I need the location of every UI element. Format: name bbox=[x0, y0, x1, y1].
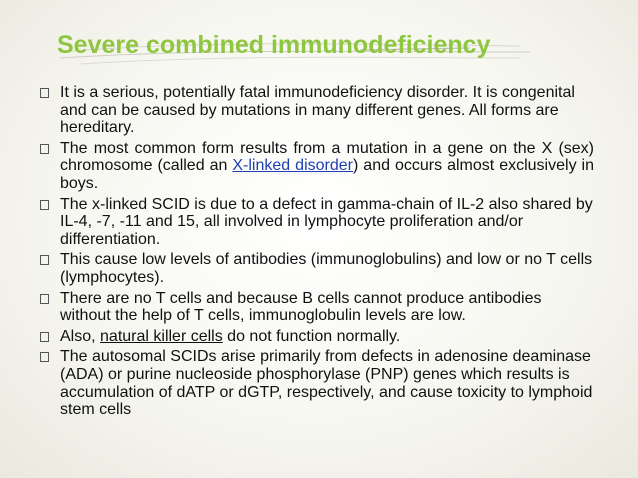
bullet-text: This cause low levels of antibodies (immunoglobulins) and low or no T cells (lymphocytes). bbox=[60, 251, 593, 286]
box-bullet-icon bbox=[38, 328, 60, 345]
x-linked-disorder-link[interactable]: X-linked disorder bbox=[232, 157, 353, 175]
box-bullet-icon bbox=[38, 140, 60, 157]
bullet-text: The autosomal SCIDs arise primarily from defects in adenosine deaminase (ADA) or purine nucleoside phosphorylase (PNP) genes which results is accumulation of dATP or dGTP, respectively, and cause toxicity to lymphoid stem cells bbox=[60, 348, 593, 419]
box-bullet-icon bbox=[38, 251, 60, 268]
bullet-list bbox=[38, 84, 594, 422]
bullet-text-after: do not function normally. bbox=[222, 327, 401, 345]
bullet-text-before: The most common form results from a mutation in a gene on the X (sex) chromosome (called an bbox=[60, 139, 594, 175]
box-bullet-icon bbox=[38, 84, 60, 101]
slide-title bbox=[57, 30, 490, 60]
bullet-text-after: ) and occurs almost exclusively in boys. bbox=[60, 157, 595, 192]
list-item bbox=[38, 251, 594, 286]
list-item bbox=[38, 140, 594, 193]
list-item bbox=[38, 196, 594, 249]
bullet-text bbox=[60, 140, 594, 193]
list-item bbox=[38, 290, 594, 325]
list-item bbox=[38, 84, 594, 137]
list-item bbox=[38, 328, 594, 346]
box-bullet-icon bbox=[38, 290, 60, 307]
natural-killer-cells-link[interactable]: natural killer cells bbox=[100, 327, 223, 345]
list-item bbox=[38, 348, 594, 418]
bullet-text bbox=[60, 328, 594, 346]
bullet-text: The x-linked SCID is due to a defect in gamma-chain of IL-2 also shared by IL-4, -7, -11 and 15, all involved in lymphocyte proliferation and/or differentiation. bbox=[60, 195, 593, 248]
bullet-text: It is a serious, potentially fatal immunodeficiency disorder. It is congenital and can be caused by mutations in many different genes. All forms are hereditary. bbox=[60, 84, 575, 137]
bullet-text-before: Also, bbox=[60, 327, 101, 345]
box-bullet-icon bbox=[38, 348, 60, 365]
slide-title-text: Severe combined immunodeficiency bbox=[57, 31, 491, 59]
box-bullet-icon bbox=[38, 196, 60, 213]
bullet-text: There are no T cells and because B cells cannot produce antibodies without the help of T cells, immunoglobulin levels are low. bbox=[60, 289, 542, 325]
